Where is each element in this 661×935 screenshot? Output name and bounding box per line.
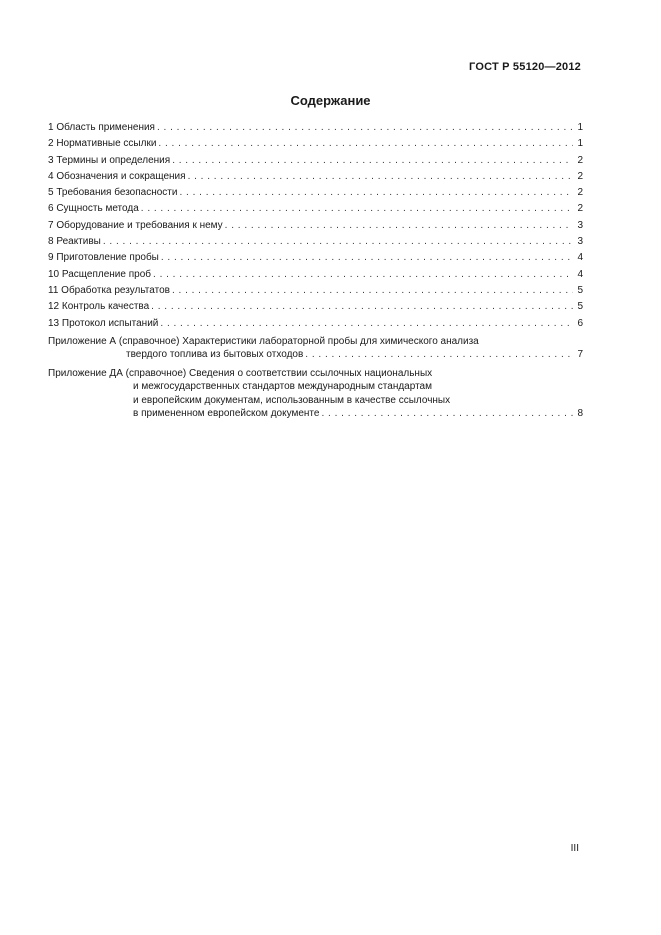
toc-entry[interactable]: [48, 201, 583, 217]
leader-dots: [179, 185, 573, 201]
toc-entry-appendix-a[interactable]: [48, 335, 583, 362]
leader-dots: [225, 218, 573, 234]
toc-entry[interactable]: [48, 316, 583, 332]
toc-entry-page: 4: [577, 268, 583, 280]
toc-entry-appendix-da[interactable]: [48, 367, 583, 421]
leader-dots: [321, 407, 573, 421]
toc-entry-title: 6 Сущность метода: [48, 203, 139, 215]
toc-entry[interactable]: [48, 283, 583, 299]
leader-dots: [172, 283, 573, 299]
toc-entry[interactable]: [48, 185, 583, 201]
toc-entry-page: 2: [577, 187, 583, 199]
toc-entry-title: 3 Термины и определения: [48, 154, 171, 166]
leader-dots: [157, 120, 573, 136]
toc-entry-title: 9 Приготовление пробы: [48, 252, 159, 264]
appendix-da-line4: в примененном европейском документе: [133, 408, 320, 420]
leader-dots: [160, 316, 573, 332]
toc-entry-title: 4 Обозначения и сокращения: [48, 170, 186, 182]
leader-dots: [305, 348, 573, 362]
toc-entry-page: 2: [577, 203, 583, 215]
toc-entry-page: 4: [577, 252, 583, 264]
leader-dots: [141, 201, 573, 217]
toc-entry-title: 8 Реактивы: [48, 236, 101, 248]
toc-entry-title: 13 Протокол испытаний: [48, 317, 159, 329]
toc-title: Содержание: [290, 93, 371, 108]
toc-entry[interactable]: [48, 234, 583, 250]
leader-dots: [161, 250, 573, 266]
standard-id: ГОСТ Р 55120—2012: [469, 61, 581, 73]
toc-entry-page: 6: [577, 317, 583, 329]
toc-entry[interactable]: [48, 299, 583, 315]
appendix-da-line2: и межгосударственных стандартов международным стандартам: [133, 381, 432, 393]
toc-entry-page: 1: [577, 138, 583, 150]
toc-entry-title: 12 Контроль качества: [48, 301, 150, 313]
appendix-a-line1: Приложение А (справочное) Характеристики лабораторной пробы для химического анализа: [48, 335, 479, 347]
toc-entry-title: 2 Нормативные ссылки: [48, 138, 157, 150]
appendix-a-line2: твердого топлива из бытовых отходов: [126, 349, 304, 361]
toc-entry-title: 10 Расщепление проб: [48, 268, 152, 280]
toc-entry-page: 5: [577, 301, 583, 313]
toc-entry-page: 3: [577, 236, 583, 248]
appendix-a-page: 7: [577, 349, 583, 361]
appendix-da-line1: Приложение ДА (справочное) Сведения о соответствии ссылочных национальных: [48, 367, 433, 379]
toc-entry-title: 5 Требования безопасности: [48, 187, 178, 199]
toc-entry[interactable]: [48, 267, 583, 283]
toc-entry[interactable]: [48, 136, 583, 152]
toc-entry[interactable]: [48, 153, 583, 169]
toc-entry[interactable]: [48, 120, 583, 136]
appendix-da-page: 8: [577, 408, 583, 420]
toc-entry-page: 2: [577, 170, 583, 182]
toc-entry-title: 11 Обработка результатов: [48, 284, 170, 296]
appendix-da-line3: и европейским документам, использованным в качестве ссылочных: [133, 394, 451, 406]
leader-dots: [151, 299, 573, 315]
page-number: III: [570, 843, 579, 854]
leader-dots: [153, 267, 573, 283]
toc-entry-page: 5: [577, 284, 583, 296]
toc-entry-page: 3: [577, 219, 583, 231]
leader-dots: [172, 153, 573, 169]
leader-dots: [188, 169, 573, 185]
toc-entry-page: 2: [577, 154, 583, 166]
toc-entry-title: 7 Оборудование и требования к нему: [48, 219, 223, 231]
toc-entry-title: 1 Область применения: [48, 122, 155, 133]
toc-entry[interactable]: [48, 169, 583, 185]
toc-entry-page: 1: [577, 122, 583, 133]
toc-entry[interactable]: [48, 250, 583, 266]
toc-entry[interactable]: [48, 218, 583, 234]
table-of-contents: [48, 120, 583, 421]
leader-dots: [158, 136, 573, 152]
leader-dots: [103, 234, 573, 250]
